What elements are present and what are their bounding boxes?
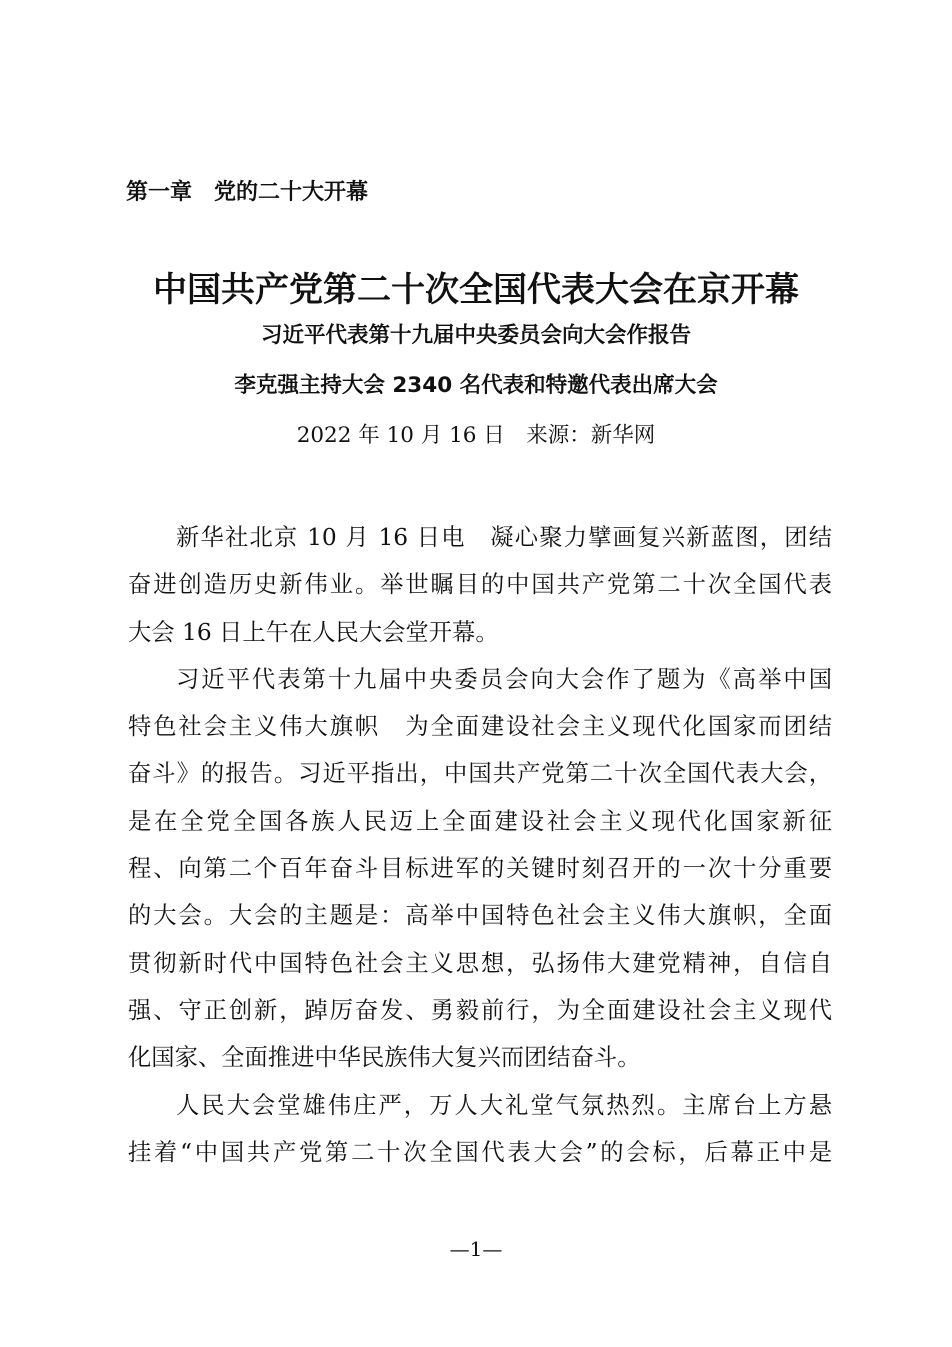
page-number: —1—: [449, 1237, 503, 1261]
article-title: 中国共产党第二十次全国代表大会在京开幕: [153, 270, 799, 310]
body-line: 挂着“中国共产党第二十次全国代表大会”的会标，后幕正中是: [128, 1138, 832, 1166]
body-line: 奋进创造历史新伟业。举世瞩目的中国共产党第二十次全国代表: [128, 571, 832, 599]
body-line: 的大会。大会的主题是：高举中国特色社会主义伟大旗帜，全面: [128, 902, 832, 930]
body-line: 奋斗》的报告。习近平指出，中国共产党第二十次全国代表大会，: [128, 760, 832, 788]
chapter-heading: 第一章 党的二十大开幕: [126, 179, 369, 205]
body-line: 化国家、全面推进中华民族伟大复兴而团结奋斗。: [128, 1044, 641, 1072]
article-subtitle-1: 习近平代表第十九届中央委员会向大会作报告: [260, 323, 691, 348]
body-line: 特色社会主义伟大旗帜 为全面建设社会主义现代化国家而团结: [128, 713, 832, 741]
article-dateline: 2022 年 10 月 16 日 来源：新华网: [296, 423, 656, 448]
body-line: 强、守正创新，踔厉奋发、勇毅前行，为全面建设社会主义现代: [128, 996, 832, 1024]
article-body: [128, 514, 832, 1176]
body-line: 贯彻新时代中国特色社会主义思想，弘扬伟大建党精神，自信自: [128, 949, 832, 977]
body-line: 新华社北京 10 月 16 日电 凝心聚力擘画复兴新蓝图，团结: [176, 524, 832, 551]
body-line: 大会 16 日上午在人民大会堂开幕。: [128, 618, 499, 646]
body-line: 习近平代表第十九届中央委员会向大会作了题为《高举中国: [176, 665, 832, 693]
body-line: 人民大会堂雄伟庄严，万人大礼堂气氛热烈。主席台上方悬: [176, 1091, 832, 1119]
article-subtitle-2: 李克强主持大会 2340 名代表和特邀代表出席大会: [234, 373, 718, 398]
body-line: 是在全党全国各族人民迈上全面建设社会主义现代化国家新征: [128, 807, 832, 835]
body-line: 程、向第二个百年奋斗目标进军的关键时刻召开的一次十分重要: [128, 855, 832, 883]
